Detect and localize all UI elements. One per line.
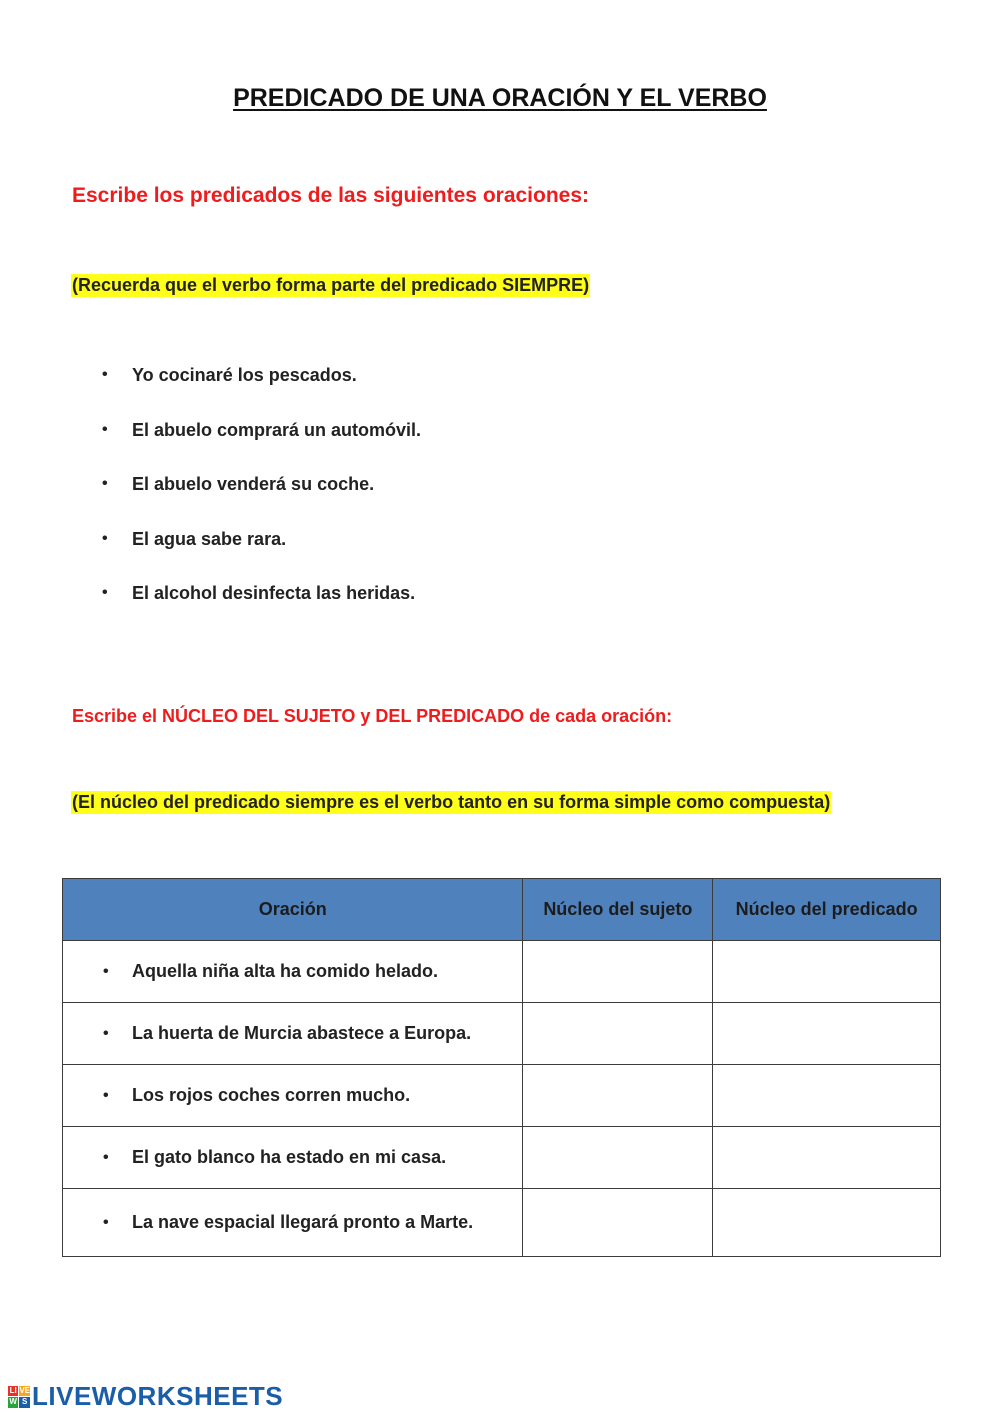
bullet-icon: • [103,1213,109,1231]
sentence-text: El agua sabe rara. [132,528,287,549]
subject-nucleus-answer-cell[interactable] [523,1127,713,1189]
bullet-icon: • [103,1086,109,1104]
sentence-text: El gato blanco ha estado en mi casa. [132,1147,447,1167]
section2-heading: Escribe el NÚCLEO DEL SUJETO y DEL PREDICADO de cada oración: [72,706,673,726]
sentence-text: La nave espacial llegará pronto a Marte. [132,1212,474,1232]
sentence-text: El abuelo venderá su coche. [132,474,375,495]
header-nucleo-sujeto: Núcleo del sujeto [523,879,713,941]
sentence-cell [63,1189,523,1257]
list-item [100,582,421,637]
predicate-nucleus-answer-cell[interactable] [713,1127,941,1189]
logo-text: LIVEWORKSHEETS [32,1381,284,1411]
list-item [100,473,421,528]
table-row [63,941,941,1003]
bullet-icon: • [103,962,109,980]
bullet-icon: • [102,366,108,383]
header-nucleo-predicado: Núcleo del predicado [713,879,941,941]
sentence-cell [63,1127,523,1189]
sentence-text: El alcohol desinfecta las heridas. [132,583,416,604]
predicate-nucleus-answer-cell[interactable] [713,941,941,1003]
table-row [63,1189,941,1257]
sentence-text: Yo cocinaré los pescados. [132,365,357,385]
subject-nucleus-answer-cell[interactable] [523,1003,713,1065]
bullet-icon: • [102,584,108,602]
sentence-cell [63,941,523,1003]
bullet-icon: • [102,529,108,547]
bullet-icon: • [102,420,108,438]
table-header-row [63,879,941,941]
section1-note: (Recuerda que el verbo forma parte del predicado SIEMPRE) [72,275,590,295]
sentence-cell [63,1065,523,1127]
header-oracion: Oración [63,879,523,941]
list-item [100,364,421,419]
table-row [63,1127,941,1189]
table-row [63,1003,941,1065]
list-item [100,419,421,474]
sentence-text: Aquella niña alta ha comido helado. [132,961,439,981]
list-item [100,528,421,583]
predicate-nucleus-answer-cell[interactable] [713,1189,941,1257]
section2-note: (El núcleo del predicado siempre es el verbo tanto en su forma simple como compuesta) [72,792,831,812]
bullet-icon: • [102,475,108,493]
subject-nucleus-answer-cell[interactable] [523,1065,713,1127]
bullet-icon: • [103,1148,109,1166]
sentence-cell [63,1003,523,1065]
subject-nucleus-answer-cell[interactable] [523,1189,713,1257]
bullet-icon: • [103,1024,109,1042]
sentence-text: El abuelo comprará un automóvil. [132,419,422,440]
sentence-list [100,364,421,637]
page-title: PREDICADO DE UNA ORACIÓN Y EL VERBO [233,84,767,112]
sentence-text: Los rojos coches corren mucho. [132,1085,411,1105]
predicate-nucleus-answer-cell[interactable] [713,1003,941,1065]
section1-heading: Escribe los predicados de las siguientes oraciones: [72,184,590,207]
logo-mark-icon: LI VE W S [9,1385,30,1407]
table-row [63,1065,941,1127]
sentence-text: La huerta de Murcia abastece a Europa. [132,1023,472,1043]
answer-table [62,878,941,1257]
liveworksheets-logo [8,1381,283,1412]
predicate-nucleus-answer-cell[interactable] [713,1065,941,1127]
subject-nucleus-answer-cell[interactable] [523,941,713,1003]
